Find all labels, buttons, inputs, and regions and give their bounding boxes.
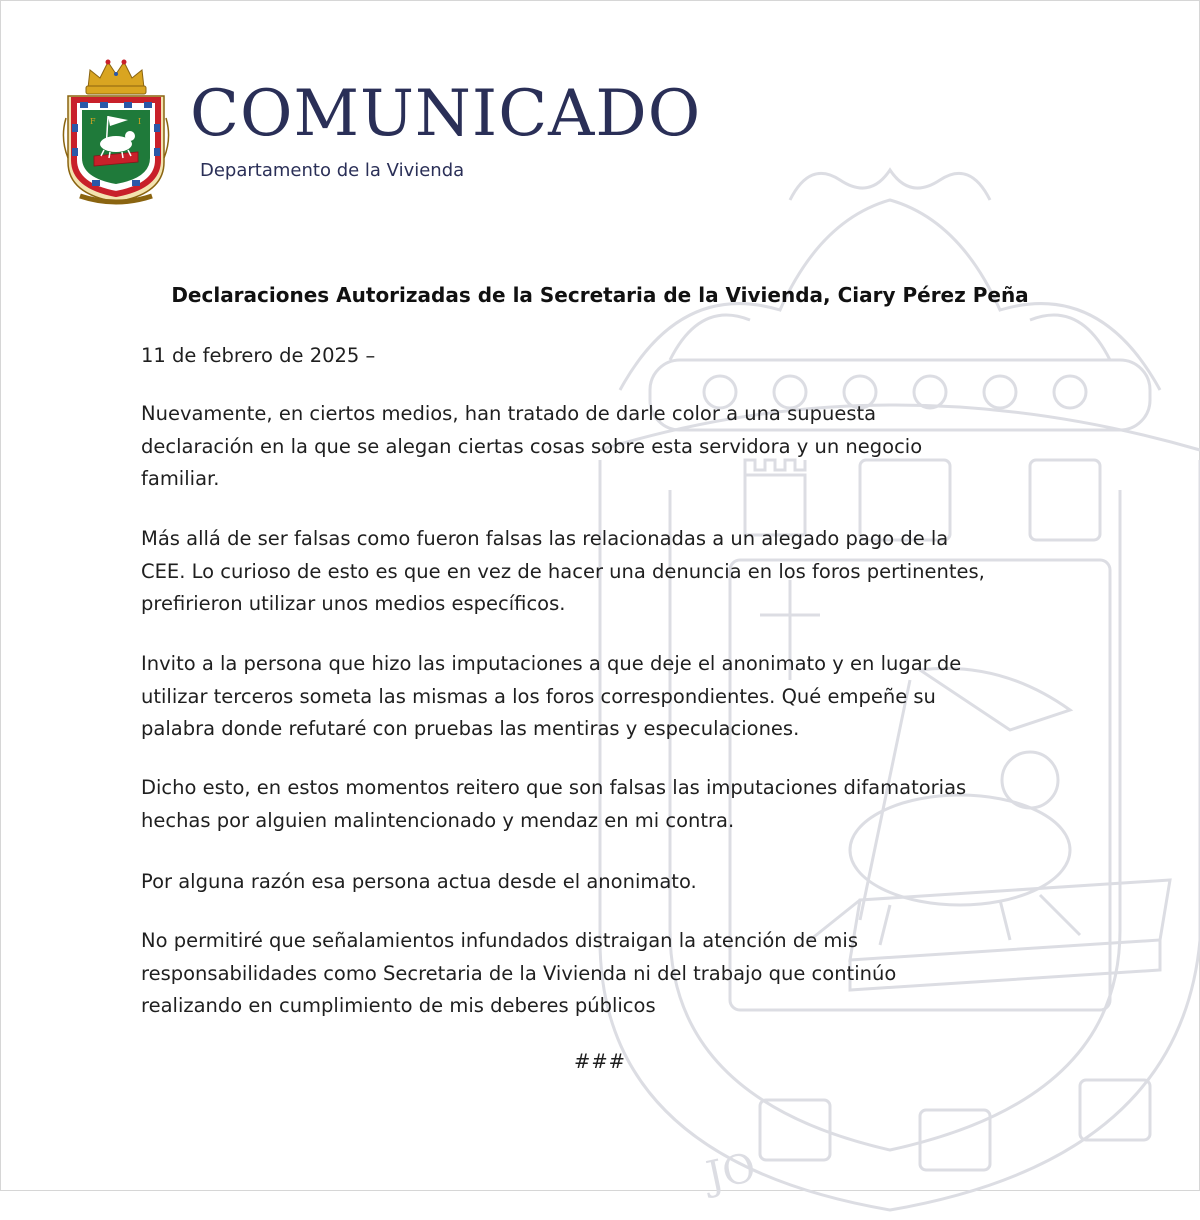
coat-of-arms-icon: [60, 58, 172, 206]
body-paragraph-3: Invito a la persona que hizo las imputaciones a que deje el anonimato y en lugar de utilizar terceros someta las mismas a los foros correspondientes. Qué empeñe su palabra donde refutaré con pruebas las mentiras y especulaciones.: [141, 652, 962, 740]
page-title: COMUNICADO: [190, 77, 702, 151]
body-paragraph-4: Dicho esto, en estos momentos reitero que son falsas las imputaciones difamatorias hechas por alguien malintencionado y mendaz en mi contra.: [141, 776, 967, 832]
statement-headline: Declaraciones Autorizadas de la Secretaria de la Vivienda, Ciary Pérez Peña: [171, 283, 1029, 307]
svg-text:F: F: [90, 117, 96, 126]
svg-text:JO: JO: [702, 1144, 760, 1200]
svg-text:I: I: [138, 117, 142, 126]
body-paragraph-2: Más allá de ser falsas como fueron falsas las relacionadas a un alegado pago de la CEE. Lo curioso de esto es que en vez de hacer una denuncia en los foros pertinentes, prefirieron utilizar unos medios específicos.: [141, 527, 985, 615]
body-paragraph-5: Por alguna razón esa persona actua desde el anonimato.: [141, 870, 697, 893]
body-paragraph-6: No permitiré que señalamientos infundados distraigan la atención de mis responsabilidades como Secretaria de la Vivienda ni del trabajo que continúo realizando en cumplimiento de mis deberes públicos: [141, 929, 897, 1017]
body-paragraph-1: Nuevamente, en ciertos medios, han tratado de darle color a una supuesta declaración en la que se alegan ciertas cosas sobre esta servidora y un negocio familiar.: [141, 402, 923, 490]
end-mark: ###: [573, 1050, 627, 1073]
date-line: 11 de febrero de 2025 –: [141, 344, 376, 367]
department-subtitle: Departamento de la Vivienda: [200, 160, 465, 181]
